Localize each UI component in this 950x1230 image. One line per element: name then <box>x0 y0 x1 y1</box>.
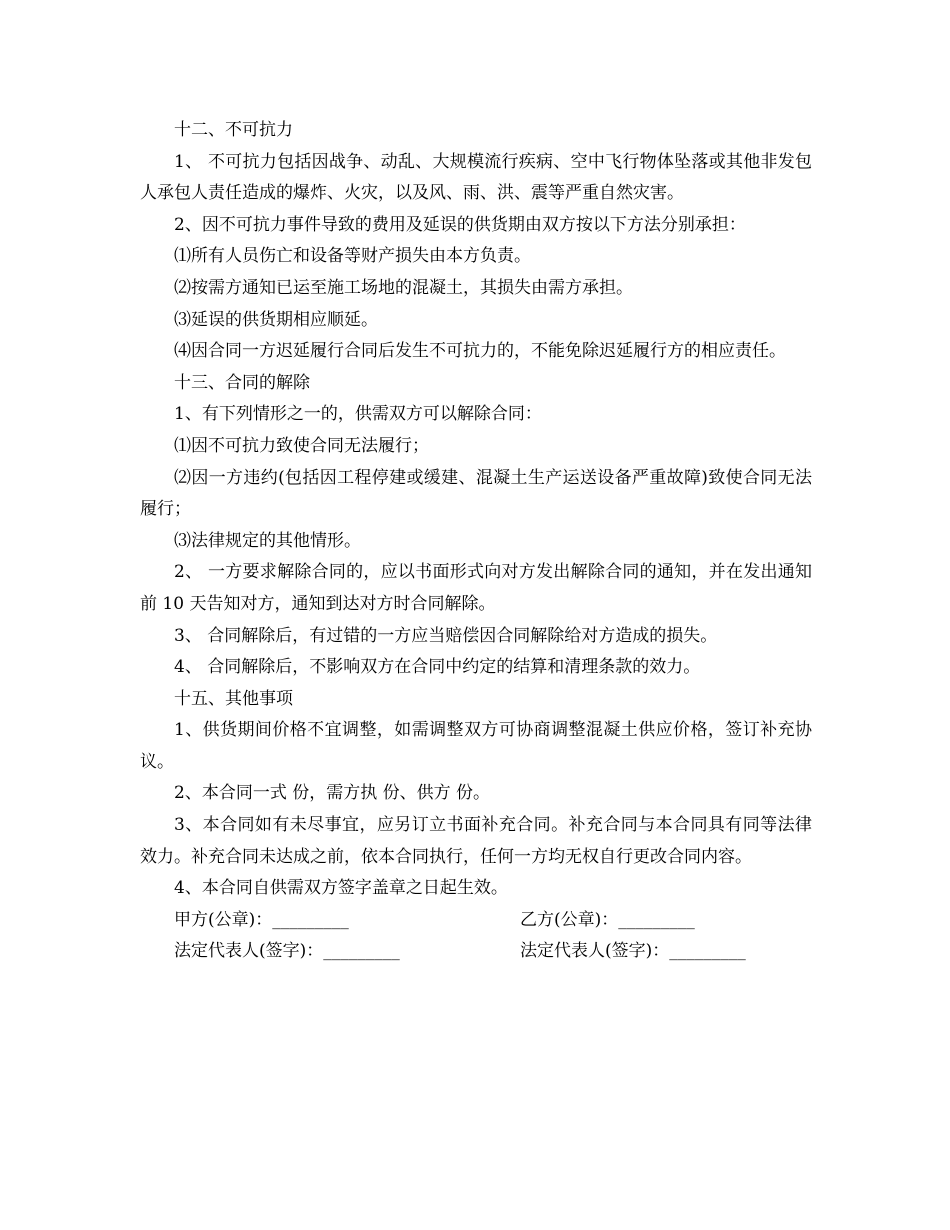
party-a-representative-line: 法定代表人(签字)：_________ <box>174 941 400 962</box>
clause-paragraph: 1、有下列情形之一的，供需双方可以解除合同： <box>174 404 542 425</box>
sub-clause-paragraph: ⑵按需方通知已运至施工场地的混凝土，其损失由需方承担。 <box>174 277 633 298</box>
clause-paragraph: 3、本合同如有未尽事宜，应另订立书面补充合同。补充合同与本合同具有同等法律效力。补充合同未达成之前，依本合同执行，任何一方均无权自行更改合同内容。 <box>140 815 812 867</box>
sub-clause-paragraph: ⑴因不可抗力致使合同无法履行； <box>174 435 429 456</box>
clause-paragraph: 2、因不可抗力事件导致的费用及延误的供货期由双方按以下方法分别承担： <box>174 214 746 235</box>
signature-row-seal <box>140 905 812 937</box>
section-heading-other-matters: 十五、其他事项 <box>174 688 293 709</box>
sub-clause-paragraph: ⑴所有人员伤亡和设备等财产损失由本方负责。 <box>174 246 531 267</box>
clause-paragraph: 4、本合同自供需双方签字盖章之日起生效。 <box>174 878 508 899</box>
sub-clause-paragraph: ⑵因一方违约(包括因工程停建或缓建、混凝土生产运送设备严重故障)致使合同无法履行； <box>140 467 812 520</box>
contract-page <box>140 115 812 968</box>
party-b-representative-line: 法定代表人(签字)：_________ <box>520 941 746 962</box>
sub-clause-paragraph: ⑷因合同一方迟延履行合同后发生不可抗力的，不能免除迟延履行方的相应责任。 <box>174 341 786 362</box>
party-a-seal-line: 甲方(公章)：_________ <box>174 909 349 930</box>
clause-paragraph: 2、本合同一式 份，需方执 份、供方 份。 <box>174 783 491 804</box>
sub-clause-paragraph: ⑶法律规定的其他情形。 <box>174 530 361 551</box>
sub-clause-paragraph: ⑶延误的供货期相应顺延。 <box>174 309 378 330</box>
clause-paragraph: 2、 一方要求解除合同的，应以书面形式向对方发出解除合同的通知，并在发出通知前 10 天告知对方，通知到达对方时合同解除。 <box>140 562 812 614</box>
section-heading-termination: 十三、合同的解除 <box>174 372 310 393</box>
clause-paragraph: 3、 合同解除后，有过错的一方应当赔偿因合同解除给对方造成的损失。 <box>174 625 718 646</box>
section-heading-force-majeure: 十二、不可抗力 <box>174 120 293 140</box>
clause-paragraph: 1、供货期间价格不宜调整，如需调整双方可协商调整混凝土供应价格，签订补充协议。 <box>140 720 812 772</box>
party-b-seal-line: 乙方(公章)：_________ <box>520 909 695 930</box>
clause-paragraph: 4、 合同解除后，不影响双方在合同中约定的结算和清理条款的效力。 <box>174 657 701 678</box>
signature-row-representative <box>140 936 812 968</box>
clause-paragraph: 1、 不可抗力包括因战争、动乱、大规模流行疾病、空中飞行物体坠落或其他非发包人承包人责任造成的爆炸、火灾，以及风、雨、洪、震等严重自然灾害。 <box>140 151 812 204</box>
